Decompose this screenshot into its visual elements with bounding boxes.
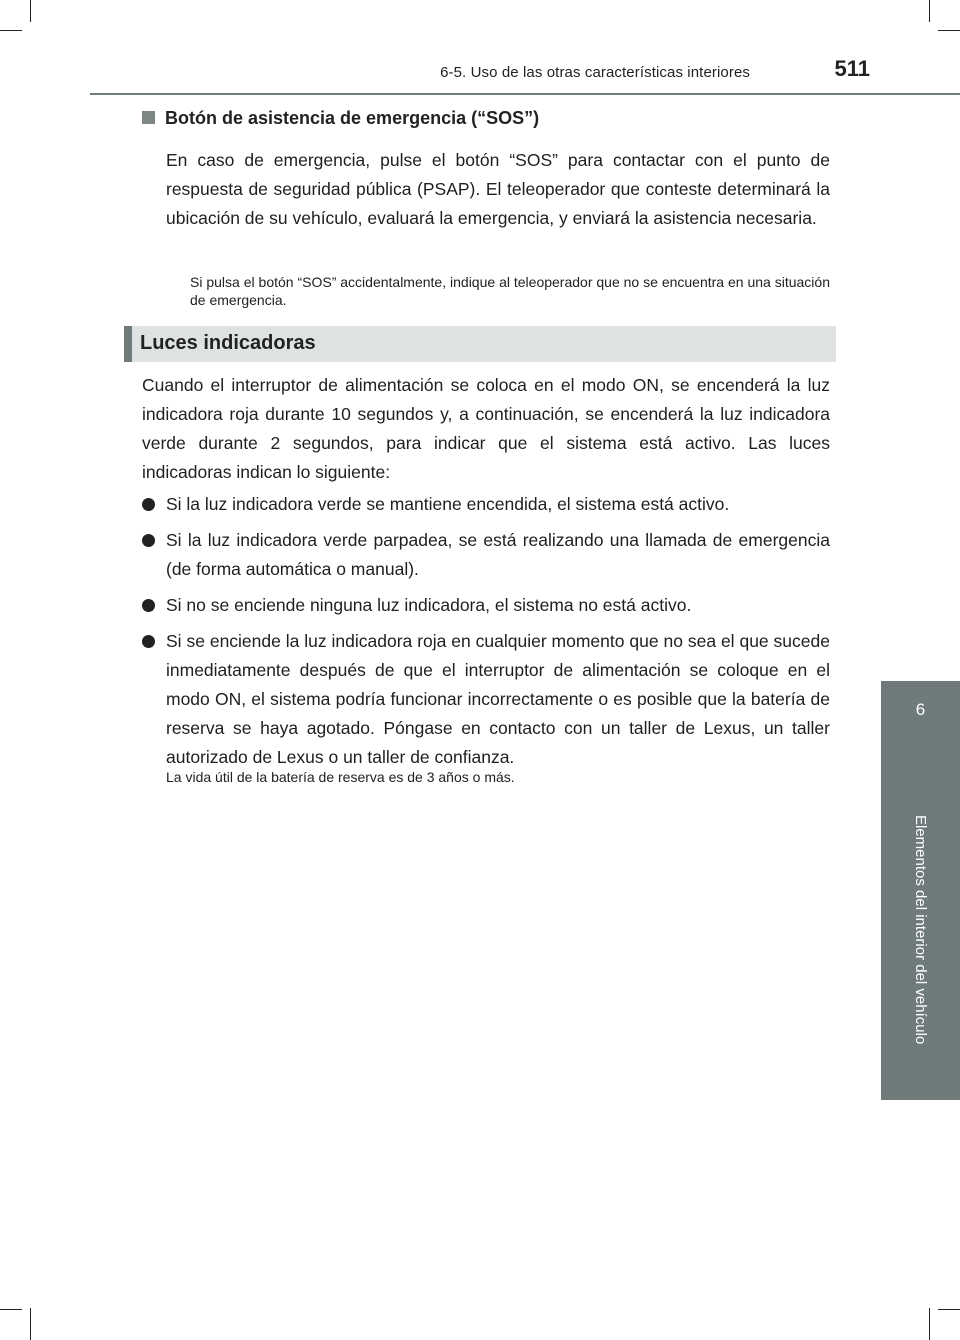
page-number: 511 — [834, 56, 870, 81]
crop-mark — [0, 30, 22, 31]
list-item — [142, 591, 830, 620]
sos-note: Si pulsa el botón “SOS” accidentalmente, indique al teleoperador que no se encuentra en una situación de emergencia. — [190, 274, 830, 308]
list-item-text: Si no se enciende ninguna luz indicadora, el sistema no está activo. — [166, 595, 692, 615]
section-title: Luces indicadoras — [140, 332, 316, 354]
list-item-text: Si se enciende la luz indicadora roja en cualquier momento que no sea el que sucede inmediatamente después de que el interruptor de alimentación se coloque en el modo ON, el sistema podría funcionar incorrectamente o es posible que la batería de reserva se haya agotado. Póngase en contacto con un taller de Lexus, un taller autorizado de Lexus o un taller de confianza. — [166, 631, 830, 767]
crop-mark — [0, 1309, 22, 1310]
crop-mark — [30, 0, 31, 22]
indicators-intro: Cuando el interruptor de alimentación se coloca en el modo ON, se encenderá la luz indicadora roja durante 10 segundos y, a continuación, se encenderá la luz indicadora verde durante 2 segundos, para indicar que el sistema está activo. Las luces indicadoras indican lo siguiente: — [142, 375, 830, 482]
chapter-number: 6 — [915, 700, 926, 719]
chapter-tab-number-block — [881, 681, 960, 760]
chapter-tab-label — [881, 770, 960, 1090]
battery-note: La vida útil de la batería de reserva es de 3 años o más. — [166, 769, 515, 785]
crop-mark — [938, 1309, 960, 1310]
sos-heading-text: Botón de asistencia de emergencia (“SOS”) — [165, 108, 540, 128]
bullet-icon — [142, 534, 155, 547]
list-item-text: Si la luz indicadora verde parpadea, se está realizando una llamada de emergencia (de forma automática o manual). — [166, 530, 830, 579]
list-item-text: Si la luz indicadora verde se mantiene encendida, el sistema está activo. — [166, 494, 730, 514]
crop-mark — [929, 0, 930, 22]
bullet-icon — [142, 599, 155, 612]
crop-mark — [938, 30, 960, 31]
chapter-title: Elementos del interior del vehículo — [912, 815, 929, 1045]
crop-mark — [929, 1308, 930, 1340]
section-title-bar — [124, 326, 836, 362]
sos-body: En caso de emergencia, pulse el botón “SOS” para contactar con el punto de respuesta de seguridad pública (PSAP). El teleoperador que conteste determinará la ubicación de su vehículo, evaluará la emergencia, y enviará la asistencia necesaria. — [166, 150, 830, 228]
crop-mark — [30, 1308, 31, 1340]
bullet-icon — [142, 498, 155, 511]
list-item — [142, 627, 830, 772]
list-item — [142, 490, 830, 519]
square-bullet-icon — [142, 111, 155, 124]
header-rule — [90, 93, 960, 95]
sos-heading — [142, 108, 539, 129]
running-header: 6-5. Uso de las otras características interiores — [440, 64, 750, 81]
list-item — [142, 526, 830, 584]
indicator-list — [142, 490, 830, 779]
bullet-icon — [142, 635, 155, 648]
